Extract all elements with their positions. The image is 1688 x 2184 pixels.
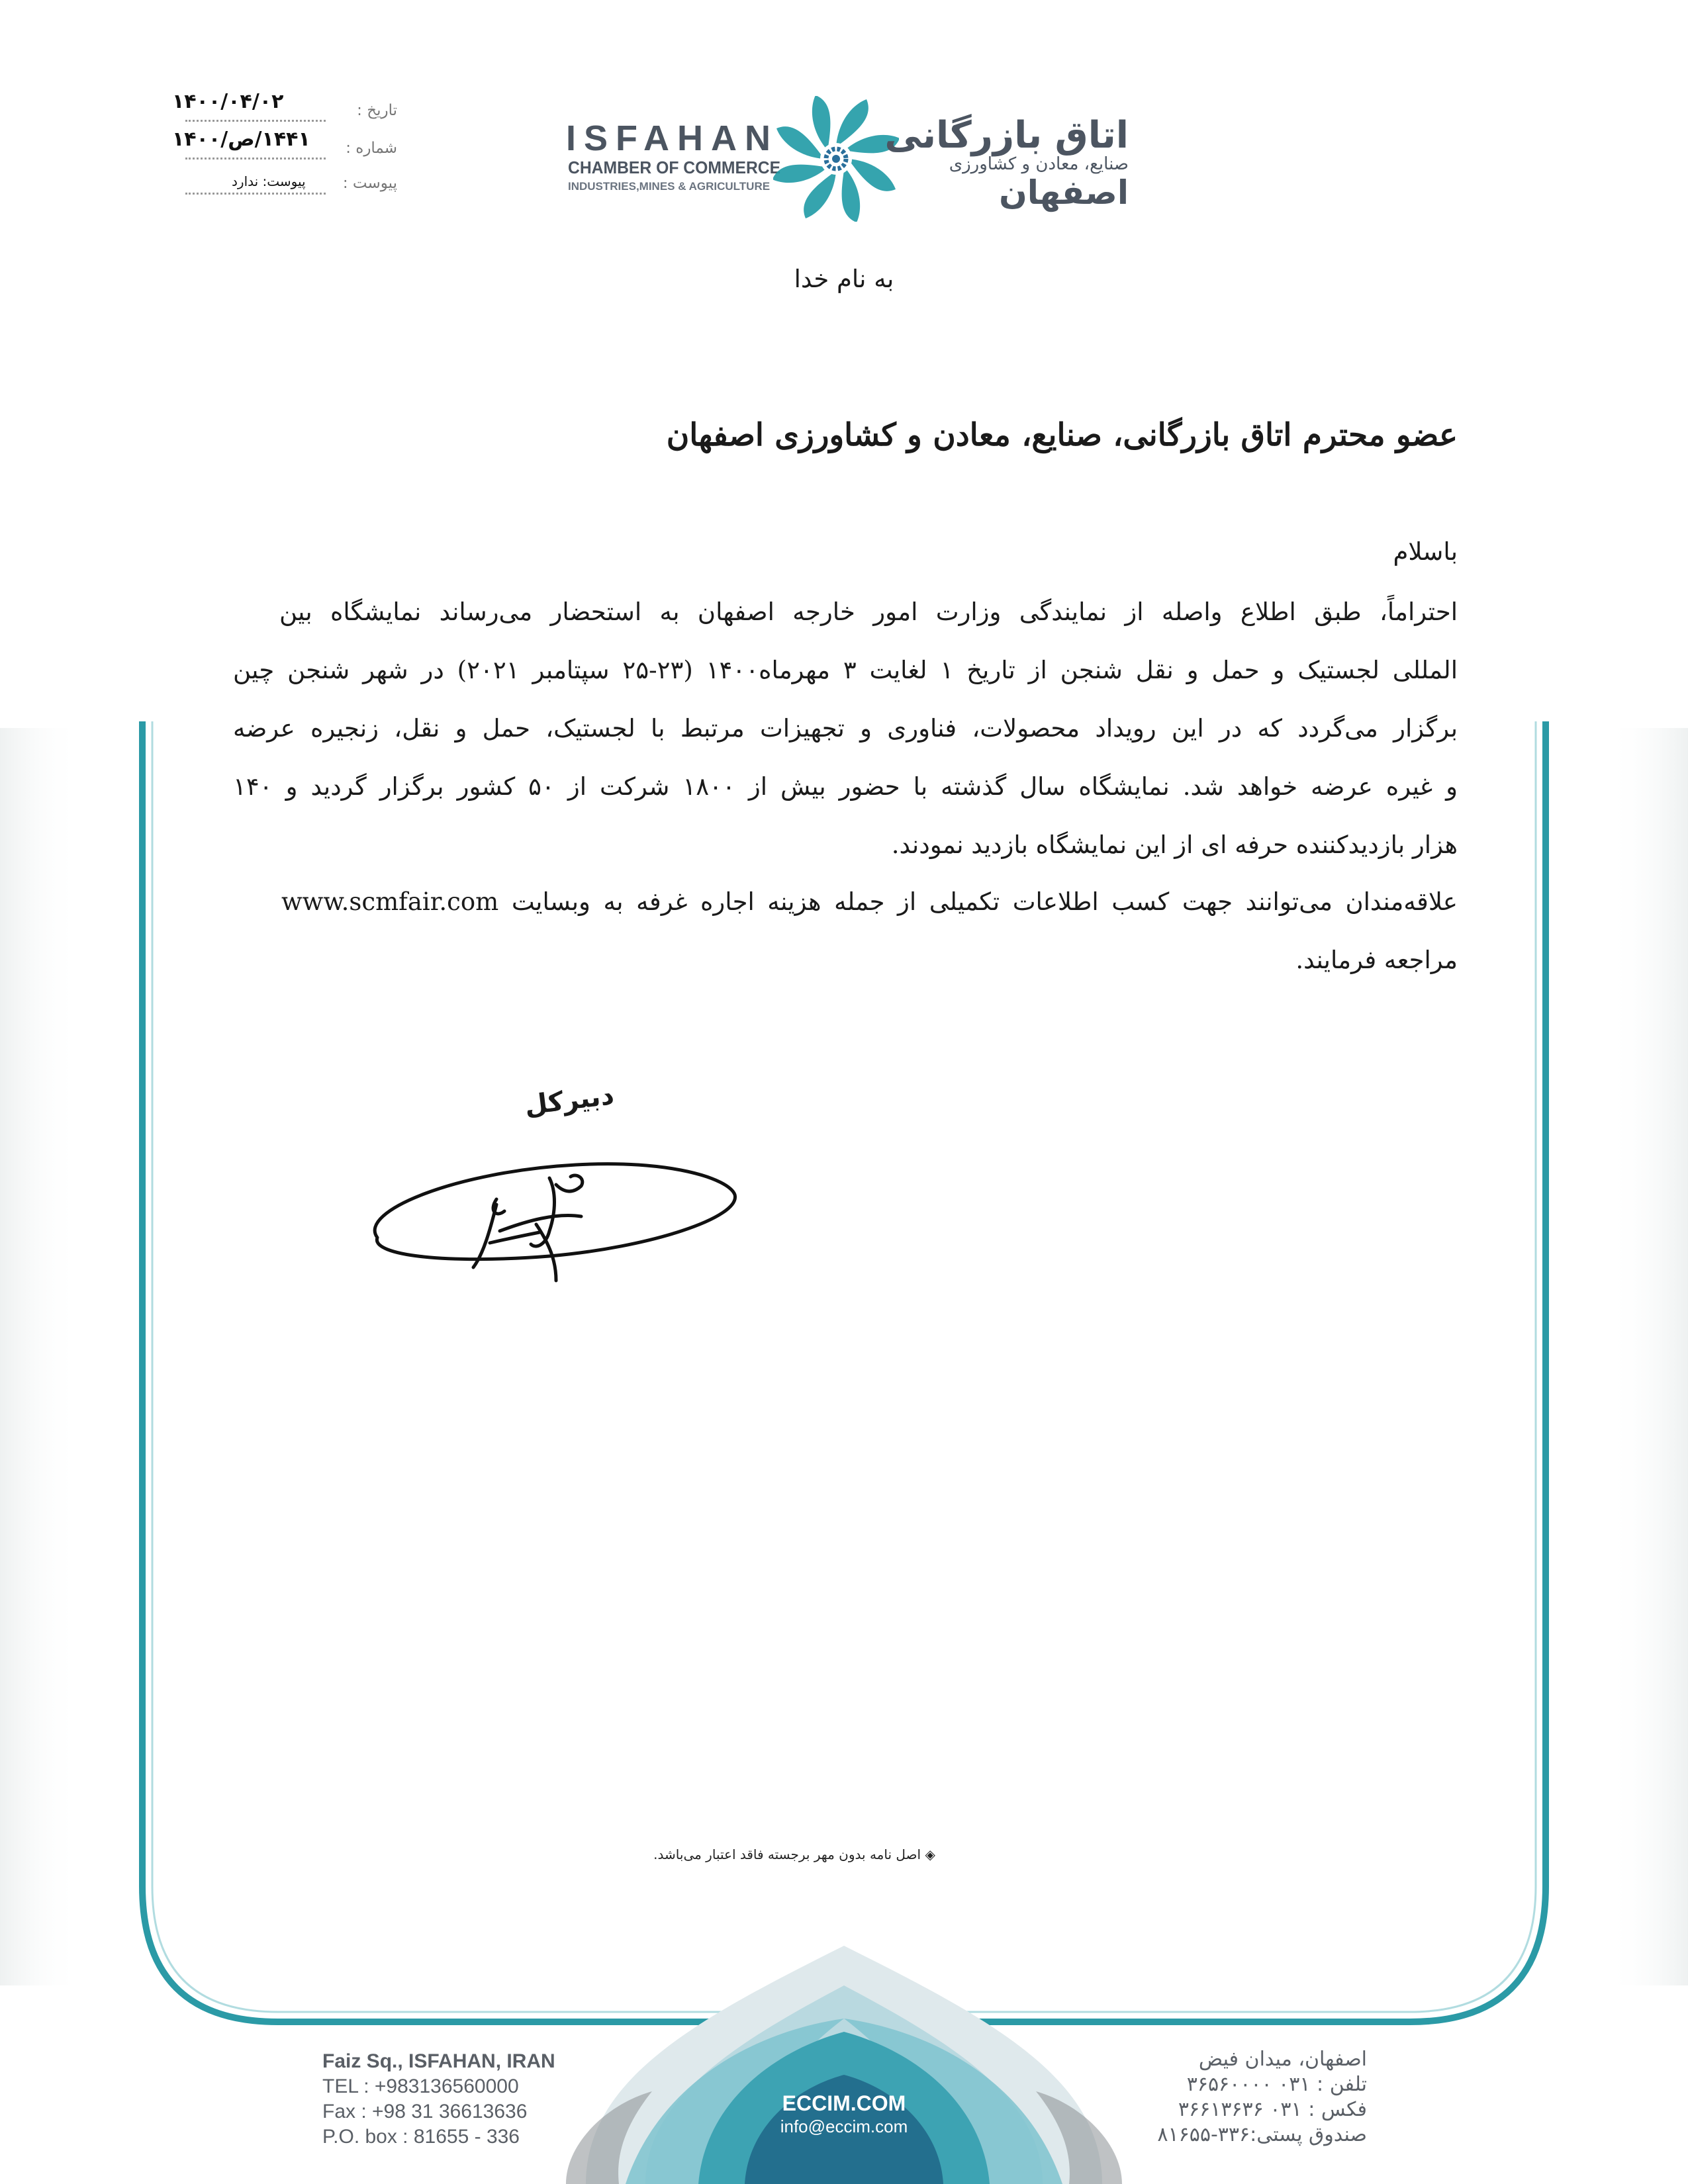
logo-text-chamber: CHAMBER OF COMMERCE <box>568 158 781 177</box>
footer-fax-en: Fax : +98 31 36613636 <box>322 2101 528 2122</box>
diamond-bullet-icon: ◈ <box>925 1846 935 1862</box>
body-line: علاقه‌مندان می‌توانند جهت کسب اطلاعات تکمیلی از جمله هزینه اجاره غرفه به وبسایت www.scmfair.com <box>281 887 1458 916</box>
addressee: عضو محترم اتاق بازرگانی، صنایع، معادن و کشاورزی اصفهان <box>666 417 1458 453</box>
number-value: ۱۴۴۱/ص/۱۴۰۰ <box>172 128 310 151</box>
attachment-value: پیوست: ندارد <box>232 173 306 189</box>
signature-title: دبیرکل <box>522 1079 616 1122</box>
number-label: شماره : <box>346 140 397 157</box>
footer-website[interactable]: ECCIM.COM <box>782 2091 906 2115</box>
footer-address-en: Faiz Sq., ISFAHAN, IRAN <box>322 2050 555 2072</box>
logo-fa-chamber: اتاق بازرگانی <box>884 114 1129 157</box>
footer-tel-fa: تلفن : ۰۳۱ ۳۶۵۶۰۰۰۰ <box>1186 2073 1367 2096</box>
logo-text-isfahan: ISFAHAN <box>566 118 779 158</box>
date-label: تاریخ : <box>357 102 397 119</box>
logo-fa-industries: صنایع، معادن و کشاورزی <box>949 154 1129 174</box>
body-line: المللی لجستیک و حمل و نقل شنجن از تاریخ ۱ لغایت ۳ مهرماه۱۴۰۰ (۲۳-۲۵ سپتامبر ۲۰۲۱) در شهر شنجن چین <box>233 656 1458 684</box>
attachment-label: پیوست : <box>342 175 397 192</box>
date-value: ۱۴۰۰/۰۴/۰۲ <box>172 90 284 113</box>
body-line: احتراماً، طبق اطلاع واصله از نمایندگی وزارت امور خارجه اصفهان به استحضار می‌رساند نمایشگاه بین <box>279 598 1458 626</box>
body-line: برگزار می‌گردد که در این رویداد محصولات، فناوری و تجهیزات مرتبط با لجستیک، حمل و نقل، زنجیره عرضه <box>233 714 1458 743</box>
greeting: باسلام <box>1393 537 1458 566</box>
body-line: هزار بازدیدکننده حرفه ای از این نمایشگاه بازدید نمودند. <box>891 831 1458 859</box>
logo-text-industries: INDUSTRIES,MINES & AGRICULTURE <box>568 180 771 193</box>
bismillah: به نام خدا <box>794 265 894 293</box>
body-line: مراجعه فرمایند. <box>1295 946 1458 974</box>
footer-pobox-en: P.O. box : 81655 - 336 <box>322 2126 520 2148</box>
footer-address-fa: اصفهان، میدان فیض <box>1198 2048 1367 2071</box>
footer-email[interactable]: info@eccim.com <box>780 2116 908 2136</box>
validity-notice: ◈ اصل نامه بدون مهر برجسته فاقد اعتبار می‌باشد. <box>653 1846 935 1862</box>
footer-tel-en: TEL : +983136560000 <box>322 2075 519 2097</box>
logo-fa-isfahan: اصفهان <box>999 173 1129 212</box>
footer-fax-fa: فکس : ۰۳۱ ۳۶۶۱۳۶۳۶ <box>1178 2098 1367 2121</box>
body-line: و غیره عرضه خواهد شد. نمایشگاه سال گذشته با حضور بیش از ۱۸۰۰ شرکت از ۵۰ کشور برگزار گردید و ۱۴۰ <box>233 772 1458 801</box>
footer-pobox-fa: صندوق پستی:۳۳۶-۸۱۶۵۵ <box>1157 2123 1367 2146</box>
